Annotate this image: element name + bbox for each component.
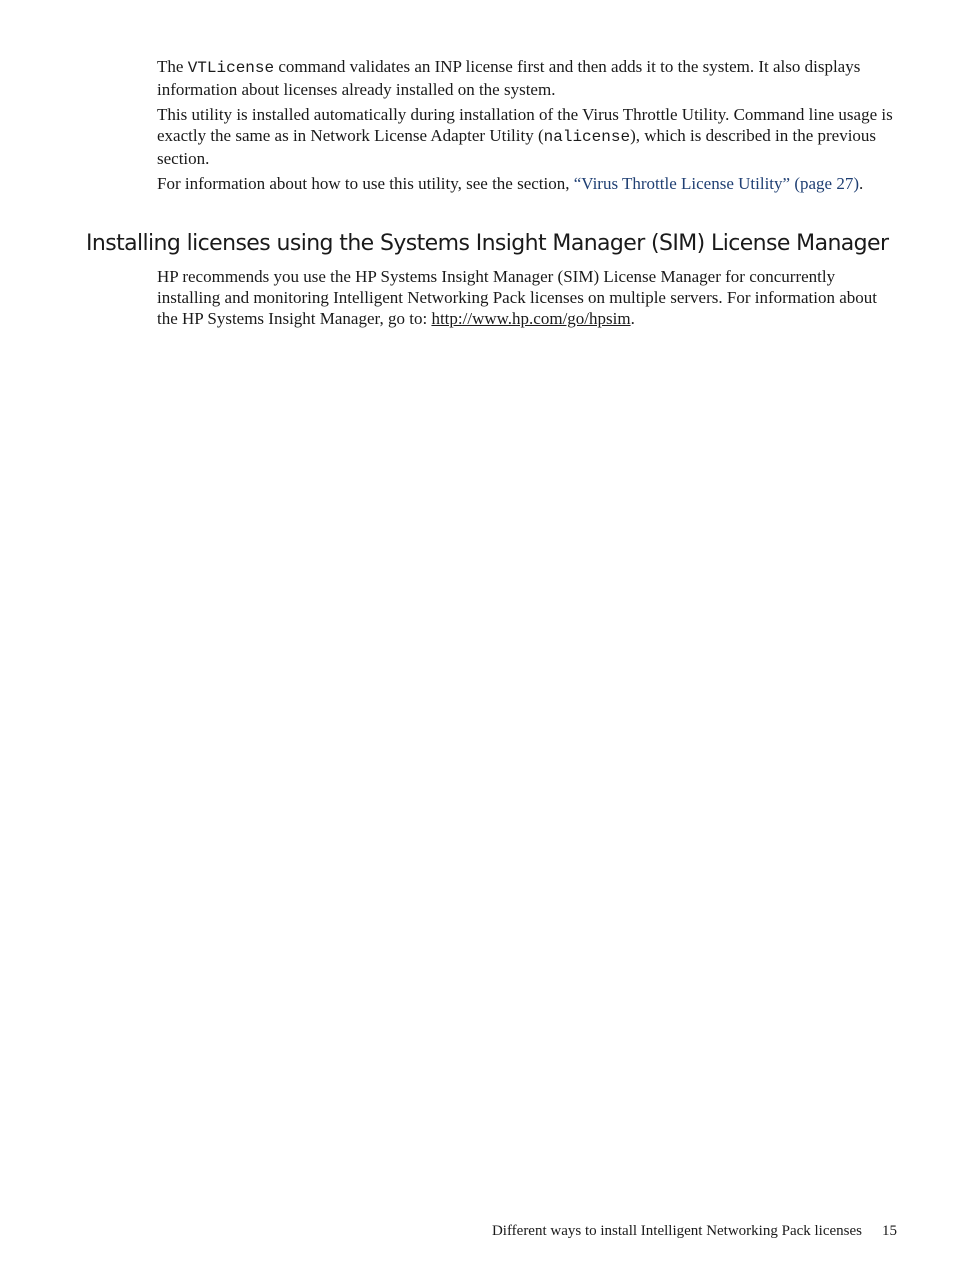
command-name: nalicense [543, 128, 631, 146]
paragraph-installation-note [157, 104, 902, 169]
paragraph-sim-license-manager [157, 266, 902, 329]
paragraph-text: command validates an INP license first and then adds it to the system. It also displays information about licenses already installed on the system. [157, 57, 861, 99]
paragraph-vtlicense-intro [157, 56, 902, 100]
hpsim-url-link[interactable]: http://www.hp.com/go/hpsim [431, 309, 631, 328]
paragraph-text: . [630, 309, 635, 328]
paragraph-see-section [157, 173, 902, 194]
paragraph-text: The [157, 57, 188, 76]
paragraph-text: For information about how to use this utility, see the section, [157, 174, 574, 193]
paragraph-text: ), which is described in the previous section. [157, 126, 877, 168]
paragraph-text: HP recommends you use the HP Systems Insight Manager (SIM) License Manager for concurrently installing and monitoring Intelligent Networking Pack licenses on multiple servers. For information about the HP Systems Insight Manager, go to: [157, 267, 878, 328]
paragraph-text: This utility is installed automatically during installation of the Virus Throttle Utility. Command line usage is exactly the same as in Network License Adapter Utility ( [157, 105, 893, 145]
section-heading: Installing licenses using the Systems Insight Manager (SIM) License Manager [86, 231, 889, 256]
page-number: 15 [882, 1223, 897, 1239]
page-footer [492, 1222, 897, 1240]
footer-section-title: Different ways to install Intelligent Networking Pack licenses [491, 1223, 862, 1239]
paragraph-text: . [858, 174, 864, 193]
command-name: VTLicense [187, 59, 275, 77]
cross-reference-link[interactable]: “Virus Throttle License Utility” (page 27) [573, 174, 859, 193]
